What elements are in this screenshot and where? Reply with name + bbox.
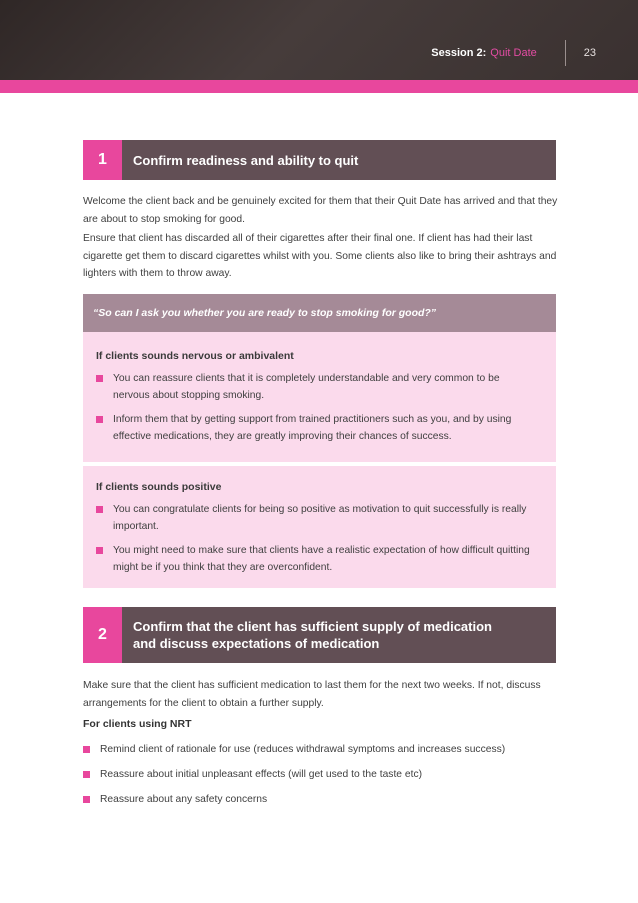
bullet-square-icon: [83, 746, 90, 753]
nervous-client-box: [83, 332, 556, 462]
positive-client-box: [83, 466, 556, 588]
session-label: Session 2:: [431, 47, 487, 59]
bullet-square-icon: [83, 771, 90, 778]
list-item: [83, 766, 558, 783]
bullet-square-icon: [96, 506, 103, 513]
bullet-text: You might need to make sure that clients have a realistic expectation of how difficult quitting might be if you think that they are overconfident.: [113, 545, 530, 573]
list-item: [96, 411, 556, 445]
section-1-paragraph-1: Welcome the client back and be genuinely excited for them that their Quit Date has arrived and that they are about to stop smoking for good.: [83, 196, 558, 225]
list-item: [96, 501, 556, 535]
nrt-heading: For clients using NRT: [83, 718, 192, 730]
bullet-square-icon: [96, 547, 103, 554]
bullet-text: Reassure about any safety concerns: [100, 794, 268, 805]
nrt-list: [83, 741, 558, 808]
bullet-text: You can reassure clients that it is completely understandable and very common to be nervous about stopping smoking.: [113, 373, 500, 401]
session-name: Quit Date: [490, 47, 537, 59]
list-item: [83, 791, 558, 808]
list-item: [96, 542, 556, 576]
header-band: [0, 0, 638, 80]
bullet-square-icon: [96, 416, 103, 423]
section-1-number: 1: [83, 140, 122, 180]
section-1-heading: [83, 140, 556, 180]
positive-heading: If clients sounds positive: [96, 481, 222, 493]
bullet-square-icon: [96, 375, 103, 382]
bullet-text: You can congratulate clients for being so positive as motivation to quit successfully is really important.: [113, 504, 527, 532]
nervous-heading: If clients sounds nervous or ambivalent: [96, 350, 294, 362]
bullet-square-icon: [83, 796, 90, 803]
accent-stripe: [0, 80, 638, 93]
section-2-title: [122, 607, 492, 663]
list-item: [96, 370, 556, 404]
quote-banner: [83, 294, 556, 332]
quote-text: “So can I ask you whether you are ready to stop smoking for good?”: [93, 307, 437, 319]
section-1-paragraph-2: Ensure that client has discarded all of their cigarettes after their final one. If client has had their last cigarette get them to discard cigarettes whilst with you. Some clients also like to bring their ashtrays and lighters with them to throw away.: [83, 233, 557, 279]
section-1-title: Confirm readiness and ability to quit: [133, 152, 359, 168]
bullet-text: Inform them that by getting support from trained practitioners such as you, and by using effective medications, they are greatly improving their chances of success.: [113, 414, 512, 442]
bullet-text: Remind client of rationale for use (reduces withdrawal symptoms and increases success): [100, 744, 506, 755]
running-header: [431, 40, 638, 66]
section-2-title-line-1: Confirm that the client has sufficient supply of medication: [133, 619, 492, 634]
section-2-title-line-2: and discuss expectations of medication: [133, 636, 380, 651]
list-item: [83, 741, 558, 758]
section-2-paragraph-1: Make sure that the client has sufficient medication to last them for the next two weeks. If not, discuss arrangements for the client to obtain a further supply.: [83, 680, 541, 709]
section-2-number: 2: [83, 607, 122, 663]
section-2-heading: [83, 607, 556, 663]
header-divider: [565, 40, 566, 66]
page-number: 23: [583, 47, 596, 59]
bullet-text: Reassure about initial unpleasant effects (will get used to the taste etc): [100, 769, 423, 780]
